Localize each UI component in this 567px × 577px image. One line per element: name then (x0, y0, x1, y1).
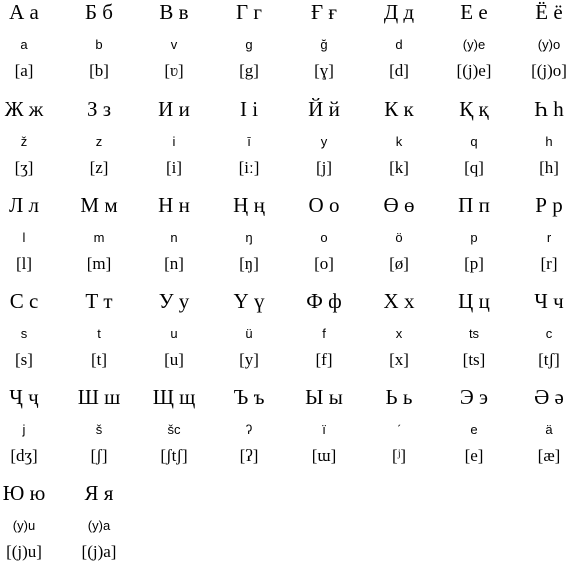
latin-transliteration: x (362, 326, 437, 342)
letter-cell (212, 97, 287, 193)
letter-cell (137, 0, 212, 96)
letter-cell (287, 385, 362, 481)
ipa-pronunciation: [o] (287, 254, 362, 274)
ipa-pronunciation: [z] (62, 158, 137, 178)
cyrillic-letter: Ә ә (512, 385, 567, 409)
cyrillic-letter: Ғ ғ (287, 0, 362, 24)
letter-cell (362, 193, 437, 289)
latin-transliteration: g (212, 37, 287, 53)
cyrillic-letter: Ы ы (287, 385, 362, 409)
cyrillic-letter: П п (437, 193, 512, 217)
letter-cell (212, 289, 287, 385)
cyrillic-letter: Ө ө (362, 193, 437, 217)
cyrillic-letter: Б б (62, 0, 137, 24)
cyrillic-letter: У у (137, 289, 212, 313)
letter-cell (212, 0, 287, 96)
cyrillic-letter: И и (137, 97, 212, 121)
cyrillic-letter: Ф ф (287, 289, 362, 313)
cyrillic-letter: Ж ж (0, 97, 62, 121)
latin-transliteration: h (512, 134, 567, 150)
letter-cell (62, 289, 137, 385)
ipa-pronunciation: [s] (0, 350, 62, 370)
ipa-pronunciation: [x] (362, 350, 437, 370)
latin-transliteration: c (512, 326, 567, 342)
letter-cell (492, 289, 567, 385)
letter-cell (62, 385, 137, 481)
cyrillic-letter: Т т (62, 289, 137, 313)
latin-transliteration: m (62, 230, 137, 246)
ipa-pronunciation: [ʔ] (212, 446, 287, 466)
latin-transliteration: (y)e (437, 37, 512, 53)
ipa-pronunciation: [d] (362, 61, 437, 81)
latin-transliteration: ž (0, 134, 62, 150)
latin-transliteration: o (287, 230, 362, 246)
ipa-pronunciation: [e] (437, 446, 512, 466)
ipa-pronunciation: [k] (362, 158, 437, 178)
cyrillic-letter: М м (62, 193, 137, 217)
ipa-pronunciation: [ŋ] (212, 254, 287, 274)
ipa-pronunciation: [ɯ] (287, 446, 362, 466)
letter-cell (62, 481, 137, 577)
letter-cell (287, 0, 362, 96)
ipa-pronunciation: [h] (512, 158, 567, 178)
letter-cell (137, 193, 212, 289)
ipa-pronunciation: [iː] (212, 158, 287, 178)
latin-transliteration: y (287, 134, 362, 150)
cyrillic-letter: Я я (62, 481, 137, 505)
cyrillic-letter: Ц ц (437, 289, 512, 313)
cyrillic-letter: Ю ю (0, 481, 62, 505)
latin-transliteration: ts (437, 326, 512, 342)
cyrillic-letter: Р р (512, 193, 567, 217)
ipa-pronunciation: [æ] (512, 446, 567, 466)
letter-cell (62, 193, 137, 289)
letter-cell (492, 0, 567, 96)
latin-transliteration: ī (212, 134, 287, 150)
letter-cell (362, 289, 437, 385)
letter-cell (212, 193, 287, 289)
ipa-pronunciation: [tʃ] (512, 350, 567, 370)
latin-transliteration: š (62, 422, 137, 438)
ipa-pronunciation: [ʒ] (0, 158, 62, 178)
latin-transliteration: n (137, 230, 212, 246)
latin-transliteration: ˊ (362, 422, 437, 438)
latin-transliteration: (y)u (0, 518, 62, 534)
letter-cell (362, 0, 437, 96)
cyrillic-letter: Г г (212, 0, 287, 24)
ipa-pronunciation: [p] (437, 254, 512, 274)
cyrillic-letter: Е е (437, 0, 512, 24)
cyrillic-letter: Ъ ъ (212, 385, 287, 409)
latin-transliteration: r (512, 230, 567, 246)
letter-cell (492, 97, 567, 193)
cyrillic-letter: Х х (362, 289, 437, 313)
ipa-pronunciation: [ʲ] (362, 446, 437, 466)
ipa-pronunciation: [a] (0, 61, 62, 81)
latin-transliteration: i (137, 134, 212, 150)
ipa-pronunciation: [y] (212, 350, 287, 370)
ipa-pronunciation: [r] (512, 254, 567, 274)
latin-transliteration: šc (137, 422, 212, 438)
ipa-pronunciation: [f] (287, 350, 362, 370)
latin-transliteration: l (0, 230, 62, 246)
cyrillic-letter: Ң ң (212, 193, 287, 217)
cyrillic-letter: Ё ё (512, 0, 567, 24)
cyrillic-letter: С с (0, 289, 62, 313)
letter-cell (212, 385, 287, 481)
latin-transliteration: e (437, 422, 512, 438)
ipa-pronunciation: [b] (62, 61, 137, 81)
letter-cell (137, 385, 212, 481)
cyrillic-letter: В в (137, 0, 212, 24)
cyrillic-letter: Л л (0, 193, 62, 217)
latin-transliteration: ʔ (212, 422, 287, 438)
ipa-pronunciation: [t] (62, 350, 137, 370)
ipa-pronunciation: [j] (287, 158, 362, 178)
latin-transliteration: ö (362, 230, 437, 246)
cyrillic-letter: Һ һ (512, 97, 567, 121)
latin-transliteration: q (437, 134, 512, 150)
cyrillic-letter: Ү ү (212, 289, 287, 313)
latin-transliteration: j (0, 422, 62, 438)
ipa-pronunciation: [ø] (362, 254, 437, 274)
latin-transliteration: p (437, 230, 512, 246)
letter-cell (362, 97, 437, 193)
ipa-pronunciation: [(j)o] (512, 61, 567, 81)
latin-transliteration: z (62, 134, 137, 150)
ipa-pronunciation: [ts] (437, 350, 512, 370)
latin-transliteration: (y)a (62, 518, 137, 534)
ipa-pronunciation: [ɣ] (287, 61, 362, 81)
cyrillic-letter: А а (0, 0, 62, 24)
latin-transliteration: ŋ (212, 230, 287, 246)
cyrillic-letter: З з (62, 97, 137, 121)
ipa-pronunciation: [u] (137, 350, 212, 370)
latin-transliteration: ü (212, 326, 287, 342)
cyrillic-letter: О о (287, 193, 362, 217)
latin-transliteration: s (0, 326, 62, 342)
latin-transliteration: b (62, 37, 137, 53)
ipa-pronunciation: [m] (62, 254, 137, 274)
ipa-pronunciation: [g] (212, 61, 287, 81)
ipa-pronunciation: [ʃtʃ] (137, 446, 212, 466)
letter-cell (362, 385, 437, 481)
letter-cell (492, 193, 567, 289)
cyrillic-letter: І і (212, 97, 287, 121)
ipa-pronunciation: [(j)a] (62, 542, 137, 562)
cyrillic-letter: Э э (437, 385, 512, 409)
letter-cell (62, 97, 137, 193)
latin-transliteration: k (362, 134, 437, 150)
cyrillic-letter: Н н (137, 193, 212, 217)
ipa-pronunciation: [ʃ] (62, 446, 137, 466)
latin-transliteration: d (362, 37, 437, 53)
letter-cell (137, 97, 212, 193)
cyrillic-letter: Ш ш (62, 385, 137, 409)
letter-cell (137, 289, 212, 385)
latin-transliteration: ä (512, 422, 567, 438)
ipa-pronunciation: [q] (437, 158, 512, 178)
cyrillic-letter: Ь ь (362, 385, 437, 409)
cyrillic-letter: Ч ч (512, 289, 567, 313)
latin-transliteration: t (62, 326, 137, 342)
ipa-pronunciation: [l] (0, 254, 62, 274)
latin-transliteration: v (137, 37, 212, 53)
ipa-pronunciation: [i] (137, 158, 212, 178)
ipa-pronunciation: [(j)e] (437, 61, 512, 81)
letter-cell (287, 289, 362, 385)
ipa-pronunciation: [n] (137, 254, 212, 274)
cyrillic-letter: Ҷ ҷ (0, 385, 62, 409)
latin-transliteration: u (137, 326, 212, 342)
ipa-pronunciation: [(j)u] (0, 542, 62, 562)
letter-cell (492, 385, 567, 481)
latin-transliteration: (y)o (512, 37, 567, 53)
letter-cell (287, 97, 362, 193)
ipa-pronunciation: [dʒ] (0, 446, 62, 466)
latin-transliteration: ğ (287, 37, 362, 53)
ipa-pronunciation: [ʋ] (137, 61, 212, 81)
letter-cell (287, 193, 362, 289)
latin-transliteration: ï (287, 422, 362, 438)
letter-cell (62, 0, 137, 96)
latin-transliteration: a (0, 37, 62, 53)
cyrillic-letter: Қ қ (437, 97, 512, 121)
cyrillic-letter: Щ щ (137, 385, 212, 409)
cyrillic-letter: Д д (362, 0, 437, 24)
latin-transliteration: f (287, 326, 362, 342)
cyrillic-letter: Й й (287, 97, 362, 121)
cyrillic-letter: К к (362, 97, 437, 121)
